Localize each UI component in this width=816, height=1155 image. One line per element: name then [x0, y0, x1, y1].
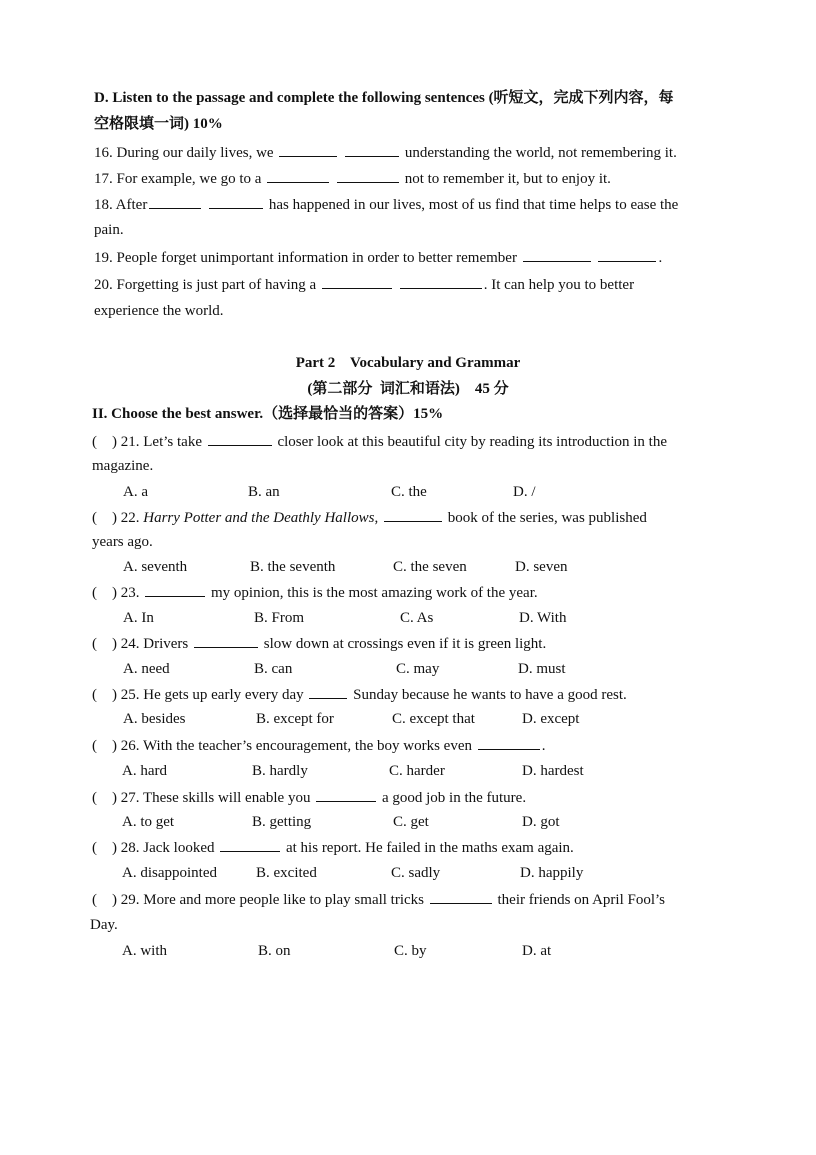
q22-answer-paren[interactable]: ( )	[92, 510, 117, 526]
q16-blank-2[interactable]	[345, 143, 399, 157]
q26-option-c[interactable]: C. harder	[389, 763, 445, 779]
q18-text-b: has happened in our lives, most of us find that time helps to ease the	[268, 197, 679, 213]
q29-text-c: Day.	[90, 917, 118, 933]
part2-title: Part 2 Vocabulary and Grammar	[295, 355, 521, 371]
q21-answer-paren[interactable]: ( )	[92, 434, 117, 450]
question-22	[92, 508, 647, 527]
q23-option-a[interactable]: A. In	[123, 610, 154, 626]
q27-option-b[interactable]: B. getting	[252, 814, 312, 830]
q22-book-title: Harry Potter and the Deathly Hallows	[143, 510, 375, 526]
q22-option-b[interactable]: B. the seventh	[250, 559, 336, 575]
question-16	[94, 143, 677, 162]
q22-text-b: book of the series, was published	[447, 510, 647, 526]
section-d-heading-line1: D. Listen to the passage and complete the following sentences (听短文，完成下列内容，每	[94, 90, 674, 106]
q27-blank	[316, 788, 376, 802]
q23-blank	[145, 583, 205, 597]
q25-option-d[interactable]: D. except	[522, 711, 580, 727]
q21-option-a[interactable]: A. a	[123, 484, 148, 500]
q19-text-b: .	[658, 250, 663, 266]
q17-text-a: 17. For example, we go to a	[94, 171, 262, 187]
q24-answer-paren[interactable]: ( )	[92, 636, 117, 652]
q17-text-b: not to remember it, but to enjoy it.	[404, 171, 611, 187]
q22-text-a: ,	[374, 510, 379, 526]
section-ii-heading: II. Choose the best answer.（选择最恰当的答案）15%	[92, 406, 444, 422]
q25-option-b[interactable]: B. except for	[256, 711, 334, 727]
question-21-cont	[92, 457, 153, 475]
q20-blank-2[interactable]	[400, 275, 482, 289]
q24-option-c[interactable]: C. may	[396, 661, 440, 677]
q27-text-a: 27. These skills will enable you	[120, 790, 311, 806]
q22-option-a[interactable]: A. seventh	[123, 559, 188, 575]
q29-text-a: 29. More and more people like to play small tricks	[120, 892, 425, 908]
q25-blank	[309, 685, 347, 699]
q28-option-b[interactable]: B. excited	[256, 865, 317, 881]
q24-blank	[194, 634, 258, 648]
q28-blank	[220, 838, 280, 852]
q21-text-a: 21. Let’s take	[120, 434, 202, 450]
q21-option-d[interactable]: D. /	[513, 484, 536, 500]
q25-answer-paren[interactable]: ( )	[92, 687, 117, 703]
q18-text-a: 18. After	[94, 197, 148, 213]
q16-blank-1[interactable]	[279, 143, 337, 157]
q28-option-d[interactable]: D. happily	[520, 865, 584, 881]
q21-text-c: magazine.	[92, 458, 154, 474]
q18-blank-1[interactable]	[149, 195, 201, 209]
part2-subtitle: (第二部分 词汇和语法) 45 分	[307, 381, 509, 397]
q24-option-d[interactable]: D. must	[518, 661, 566, 677]
q16-text-a: 16. During our daily lives, we	[94, 145, 274, 161]
question-18	[94, 195, 678, 214]
q22-text-c: years ago.	[92, 534, 153, 550]
q28-option-a[interactable]: A. disappointed	[122, 865, 217, 881]
q29-option-a[interactable]: A. with	[122, 943, 167, 959]
q25-text-b: Sunday because he wants to have a good rest.	[353, 687, 627, 703]
q29-blank	[430, 890, 492, 904]
section-d-heading-line2: 空格限填一词) 10%	[94, 116, 223, 132]
question-25	[92, 685, 627, 704]
q28-text-a: 28. Jack looked	[120, 840, 215, 856]
q27-text-b: a good job in the future.	[381, 790, 527, 806]
q20-text-a: 20. Forgetting is just part of having a	[94, 277, 317, 293]
q27-option-c[interactable]: C. get	[393, 814, 429, 830]
q27-answer-paren[interactable]: ( )	[92, 790, 117, 806]
q21-blank	[208, 432, 272, 446]
question-29	[92, 890, 665, 909]
q27-option-a[interactable]: A. to get	[122, 814, 175, 830]
q23-option-c[interactable]: C. As	[400, 610, 434, 626]
q29-text-b: their friends on April Fool’s	[497, 892, 666, 908]
question-17	[94, 169, 611, 188]
question-29-cont	[90, 916, 118, 934]
q19-text-a: 19. People forget unimportant information in order to better remember	[94, 250, 517, 266]
question-23	[92, 583, 538, 602]
question-20	[94, 275, 634, 294]
q24-text-b: slow down at crossings even if it is green light.	[263, 636, 547, 652]
question-19	[94, 248, 662, 267]
q26-option-a[interactable]: A. hard	[122, 763, 167, 779]
q29-option-b[interactable]: B. on	[258, 943, 291, 959]
q23-text-a: 23.	[120, 585, 140, 601]
question-21	[92, 432, 667, 451]
q26-text-b: .	[541, 738, 546, 754]
q26-answer-paren[interactable]: ( )	[92, 738, 117, 754]
q25-text-a: 25. He gets up early every day	[120, 687, 304, 703]
q26-text-a: 26. With the teacher’s encouragement, the boy works even	[120, 738, 472, 754]
q19-blank-2[interactable]	[598, 248, 656, 262]
q18-text-c: pain.	[94, 222, 124, 238]
q25-option-c[interactable]: C. except that	[392, 711, 475, 727]
q28-text-b: at his report. He failed in the maths exam again.	[285, 840, 574, 856]
q17-blank-2[interactable]	[337, 169, 399, 183]
q20-text-b: . It can help you to better	[483, 277, 635, 293]
section-d-heading	[94, 89, 674, 107]
q28-answer-paren[interactable]: ( )	[92, 840, 117, 856]
q26-option-d[interactable]: D. hardest	[522, 763, 584, 779]
q17-blank-1[interactable]	[267, 169, 329, 183]
q26-option-b[interactable]: B. hardly	[252, 763, 308, 779]
q24-option-a[interactable]: A. need	[123, 661, 170, 677]
q25-option-a[interactable]: A. besides	[123, 711, 186, 727]
question-22-cont	[92, 533, 153, 551]
q27-option-d[interactable]: D. got	[522, 814, 560, 830]
q19-blank-1[interactable]	[523, 248, 591, 262]
q29-option-c[interactable]: C. by	[394, 943, 427, 959]
question-28	[92, 838, 574, 857]
q26-blank	[478, 736, 540, 750]
q18-blank-2[interactable]	[209, 195, 263, 209]
question-20-cont	[94, 302, 224, 320]
section-d-heading-2	[94, 115, 223, 133]
q22-option-d[interactable]: D. seven	[515, 559, 568, 575]
question-24	[92, 634, 546, 653]
question-26	[92, 736, 545, 755]
q21-option-b[interactable]: B. an	[248, 484, 280, 500]
question-18-cont	[94, 221, 124, 239]
q20-blank-1[interactable]	[322, 275, 392, 289]
question-27	[92, 788, 526, 807]
q29-answer-paren[interactable]: ( )	[92, 892, 117, 908]
q23-answer-paren[interactable]: ( )	[92, 585, 117, 601]
q29-option-d[interactable]: D. at	[522, 943, 552, 959]
q24-text-a: 24. Drivers	[120, 636, 189, 652]
q23-option-b[interactable]: B. From	[254, 610, 305, 626]
q21-option-c[interactable]: C. the	[391, 484, 427, 500]
q24-option-b[interactable]: B. can	[254, 661, 293, 677]
q21-text-b: closer look at this beautiful city by reading its introduction in the	[277, 434, 667, 450]
q22-option-c[interactable]: C. the seven	[393, 559, 467, 575]
q22-blank	[384, 508, 442, 522]
q23-option-d[interactable]: D. With	[519, 610, 567, 626]
q20-text-c: experience the world.	[94, 303, 224, 319]
q16-text-b: understanding the world, not remembering it.	[404, 145, 677, 161]
q23-text-b: my opinion, this is the most amazing work of the year.	[211, 585, 538, 601]
q28-option-c[interactable]: C. sadly	[391, 865, 441, 881]
q22-number: 22.	[120, 510, 140, 526]
